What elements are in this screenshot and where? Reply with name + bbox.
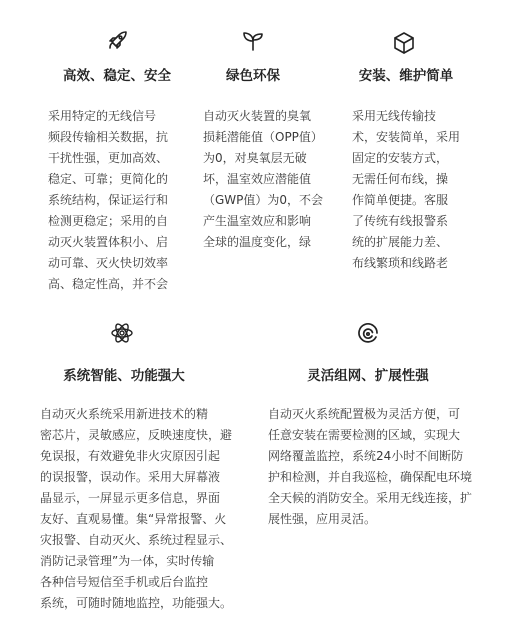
sprout-icon bbox=[241, 29, 265, 53]
feature-title-network: 灵活组网、扩展性强 bbox=[307, 368, 429, 384]
feature-title-install: 安装、维护简单 bbox=[358, 68, 454, 84]
spiral-icon bbox=[356, 322, 380, 346]
feature-title-green: 绿色环保 bbox=[226, 68, 280, 84]
feature-text-green: 自动灭火装置的臭氧 损耗潜能值（OPP值） 为0，对臭氧层无破 坏，温室效应潜能值 （GWP值）为0，不会 产生温室效应和影响 全球的温度变化，绿 bbox=[203, 109, 324, 249]
rocket-icon bbox=[105, 29, 129, 53]
atom-icon bbox=[110, 321, 134, 345]
feature-title-smart: 系统智能、功能强大 bbox=[63, 368, 185, 384]
cube-icon bbox=[392, 31, 416, 55]
feature-text-efficient: 采用特定的无线信号 频段传输相关数据，抗 干扰性强，更加高效、 稳定、可靠；更简化的 系统结构，保证运行和 检测更稳定；采用的自 动灭火装置体积小、启 动可靠、灭火快切效率 高、稳定性高，并不会 bbox=[48, 109, 169, 291]
feature-text-smart: 自动灭火系统采用新进技术的精 密芯片，灵敏感应，反映速度快，避 免误报，有效避免非火灾原因引起 的误报警，误动作。采用大屏幕液 晶显示，一屏显示更多信息，界面 友好、直观易懂。集“异常报警、火 灾报警、自动灭火、系统过程显示、 消防记录管理”为一体，实时传输 各种信号短信至手机或后台监控 系统，可随时随地监控，功能强大。 bbox=[40, 407, 233, 610]
feature-text-network: 自动灭火系统配置极为灵活方便，可 任意安装在需要检测的区域，实现大 网络覆盖监控，系统24小时不间断防 护和检测，并自我巡检，确保配电环境 全天候的消防安全。采用无线连接，扩 展性强，应用灵活。 bbox=[268, 407, 473, 526]
feature-text-install: 采用无线传输技 术，安装简单，采用 固定的安装方式， 无需任何布线，操 作简单便捷。客服 了传统有线报警系 统的扩展能力差、 布线繁琐和线路老 bbox=[352, 109, 461, 270]
feature-title-efficient: 高效、稳定、安全 bbox=[63, 68, 171, 84]
